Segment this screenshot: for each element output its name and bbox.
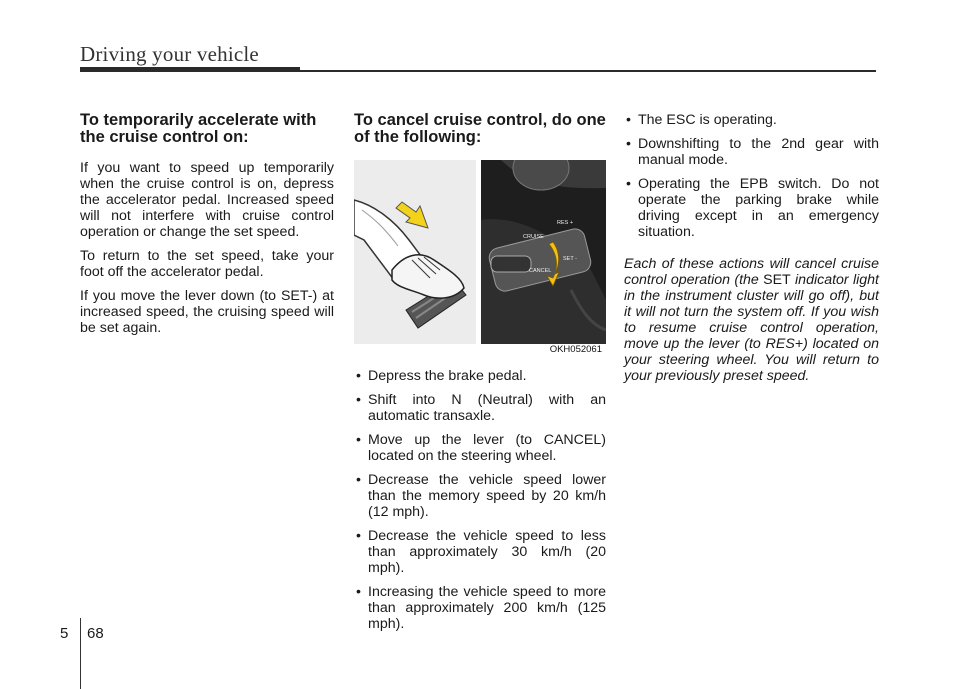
res-label: RES + xyxy=(557,220,574,226)
page-number: 68 xyxy=(87,625,104,642)
header-rule xyxy=(300,70,876,72)
cruise-control-figure xyxy=(354,160,606,356)
set-label: SET - xyxy=(563,256,577,262)
figure-code: OKH052061 xyxy=(549,344,602,355)
section-number: 5 xyxy=(60,625,69,642)
return-speed-paragraph: To return to the set speed, take your foot off the accelerator pedal. xyxy=(80,248,334,280)
set-indicator-label: SET xyxy=(763,272,791,288)
lever-down-paragraph: If you move the lever down (to SET-) at increased speed, the cruising speed will be set again. xyxy=(80,288,334,336)
chapter-title: Driving your vehicle xyxy=(80,42,259,66)
steering-wheel-switch-illustration xyxy=(481,160,606,344)
list-item: • Shift into N (Neutral) with an automatic transaxle. xyxy=(354,392,606,424)
note-text-end: indicator light in the instrument cluster will go off), but it will not turn the system off. If you wish to resume cruise control operation, move up the lever (to RES+) located on your steering wheel. You will return to your previously preset speed. xyxy=(624,272,879,384)
note-text-start: Each of these actions will cancel cruise control operation (the xyxy=(624,256,879,288)
cruise-label: CRUISE xyxy=(523,234,544,240)
cancel-conditions-list xyxy=(354,368,606,632)
column-continued xyxy=(624,112,879,384)
cancel-label: CANCEL xyxy=(529,268,552,274)
header-rule-accent xyxy=(80,67,300,72)
cancel-heading: To cancel cruise control, do one of the following: xyxy=(354,111,606,146)
foot-on-pedal-illustration xyxy=(354,160,476,344)
cancel-note xyxy=(624,256,879,384)
list-item: • Downshifting to the 2nd gear with manual mode. xyxy=(624,136,879,168)
column-accelerate xyxy=(80,112,334,344)
column-cancel xyxy=(354,112,606,640)
cancel-conditions-list-continued xyxy=(624,112,879,240)
list-item: • The ESC is operating. xyxy=(624,112,879,128)
list-item: • Decrease the vehicle speed to less than approximately 30 km/h (20 mph). xyxy=(354,528,606,576)
accelerate-paragraph: If you want to speed up temporarily when the cruise control is on, depress the accelerator pedal. Increased speed will not interfere with cruise control operation or change the set speed. xyxy=(80,160,334,240)
list-item: • Depress the brake pedal. xyxy=(354,368,606,384)
list-item: • Decrease the vehicle speed lower than the memory speed by 20 km/h (12 mph). xyxy=(354,472,606,520)
list-item: • Move up the lever (to CANCEL) located on the steering wheel. xyxy=(354,432,606,464)
accelerate-heading: To temporarily accelerate with the cruise control on: xyxy=(80,111,317,146)
list-item: • Operating the EPB switch. Do not operate the parking brake while driving except in an emergency situation. xyxy=(624,176,879,240)
footer-divider xyxy=(80,618,81,689)
list-item: • Increasing the vehicle speed to more than approximately 200 km/h (125 mph). xyxy=(354,584,606,632)
